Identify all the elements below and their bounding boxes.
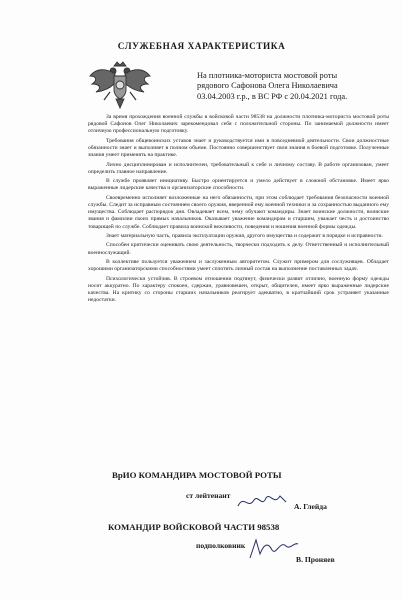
unit-commander-name: В. Проняев [296,555,335,564]
characteristic-body [88,114,389,307]
acting-commander-title: ВрИО КОМАНДИРА МОСТОВОЙ РОТЫ [112,470,282,480]
acting-commander-name: А. Глейда [294,502,327,511]
body-paragraph: Способен критически оценивать свою деятельность, творчески подходить к делу. Ответственный и исполнительный военнослужащий. [88,242,389,256]
military-eagle-emblem-icon [88,60,152,112]
document-title: СЛУЖЕБНАЯ ХАРАКТЕРИСТИКА [117,41,286,51]
acting-commander-rank: ст лейтенант [186,491,231,500]
body-paragraph: Требования общевоинских уставов знает и руководствуется ими в повседневной деятельности. Свои должностные обязанности знает и выполняет в полном объеме. Постоянно совершенствует свои знания в боевой подготовке. Полученные знания умеет применять на практике. [88,137,389,159]
header-line: 03.04.2003 г.р., в ВС РФ с 20.04.2021 года. [197,91,348,101]
unit-commander-title: КОМАНДИР ВОЙСКОВОЙ ЧАСТИ 98538 [108,522,280,532]
header-line: рядового Сафонова Олега Николаевича [197,81,338,91]
body-paragraph: В службе проявляет инициативу. Быстро ориентируется и умело действует в сложной обстановке. Имеет ярко выраженные лидерские качества и организаторские способности. [88,178,389,192]
body-paragraph: Психологически устойчив. В строевом отношении подтянут, физически развит отлично, военную форму одежды носит аккуратно. По характеру спокоен, сдержан, уравновешен, открыт, общителен, имеет ярко выраженные лидерские качества. На критику со стороны старших начальников реагирует адекватно, в кратчайший срок устраняет указанные недостатки. [88,275,389,304]
acting-commander-signature-icon [236,490,288,512]
body-paragraph: Своевременно исполняет возложенные на него обязанности, при этом соблюдает требования безопасности военной службы. Следит за исправным состоянием своего оружия, вверенной ему военной техники и за сохранностью выданного ему имущества. Соблюдает распорядок дня. Овладевает всем, чему обучают командиры. Знает воинские должности, воинские звания и фамилии своих прямых начальников. Оказывает уважение командирам и старшим, уважает честь и достоинство товарищей по службе. Соблюдает правила воинской вежливости, поведения и ношения военной формы одежды. [88,194,389,230]
unit-commander-signature-icon [246,536,300,562]
body-paragraph: За время прохождения военной службы в войсковой части 98538 на должности плотника-моториста мостовой роты рядовой Сафонов Олег Николаевич зарекомендовал себя с положительной стороны. По занимаемой должности имеет отличную профессиональную подготовку. [88,114,389,135]
body-paragraph: Знает материальную часть, правила эксплуатации оружия, другого имущества и содержит в порядке и исправности. [106,232,383,239]
addressee-block [197,71,397,102]
header-line: На плотника-моториста мостовой роты [197,71,338,80]
body-paragraph: В коллективе пользуется уважением и заслуженным авторитетом. Служит примером для сослуживцев. Обладает хорошими организаторскими способностями умеет сплотить личный состав на выполнение поставленных задач. [88,258,389,273]
body-paragraph: Лично дисциплинирован и исполнителен, требовательный к себе и личному составу. В работе организован, умеет определить главное направление. [88,161,389,175]
unit-commander-rank: подполковник [196,541,246,550]
